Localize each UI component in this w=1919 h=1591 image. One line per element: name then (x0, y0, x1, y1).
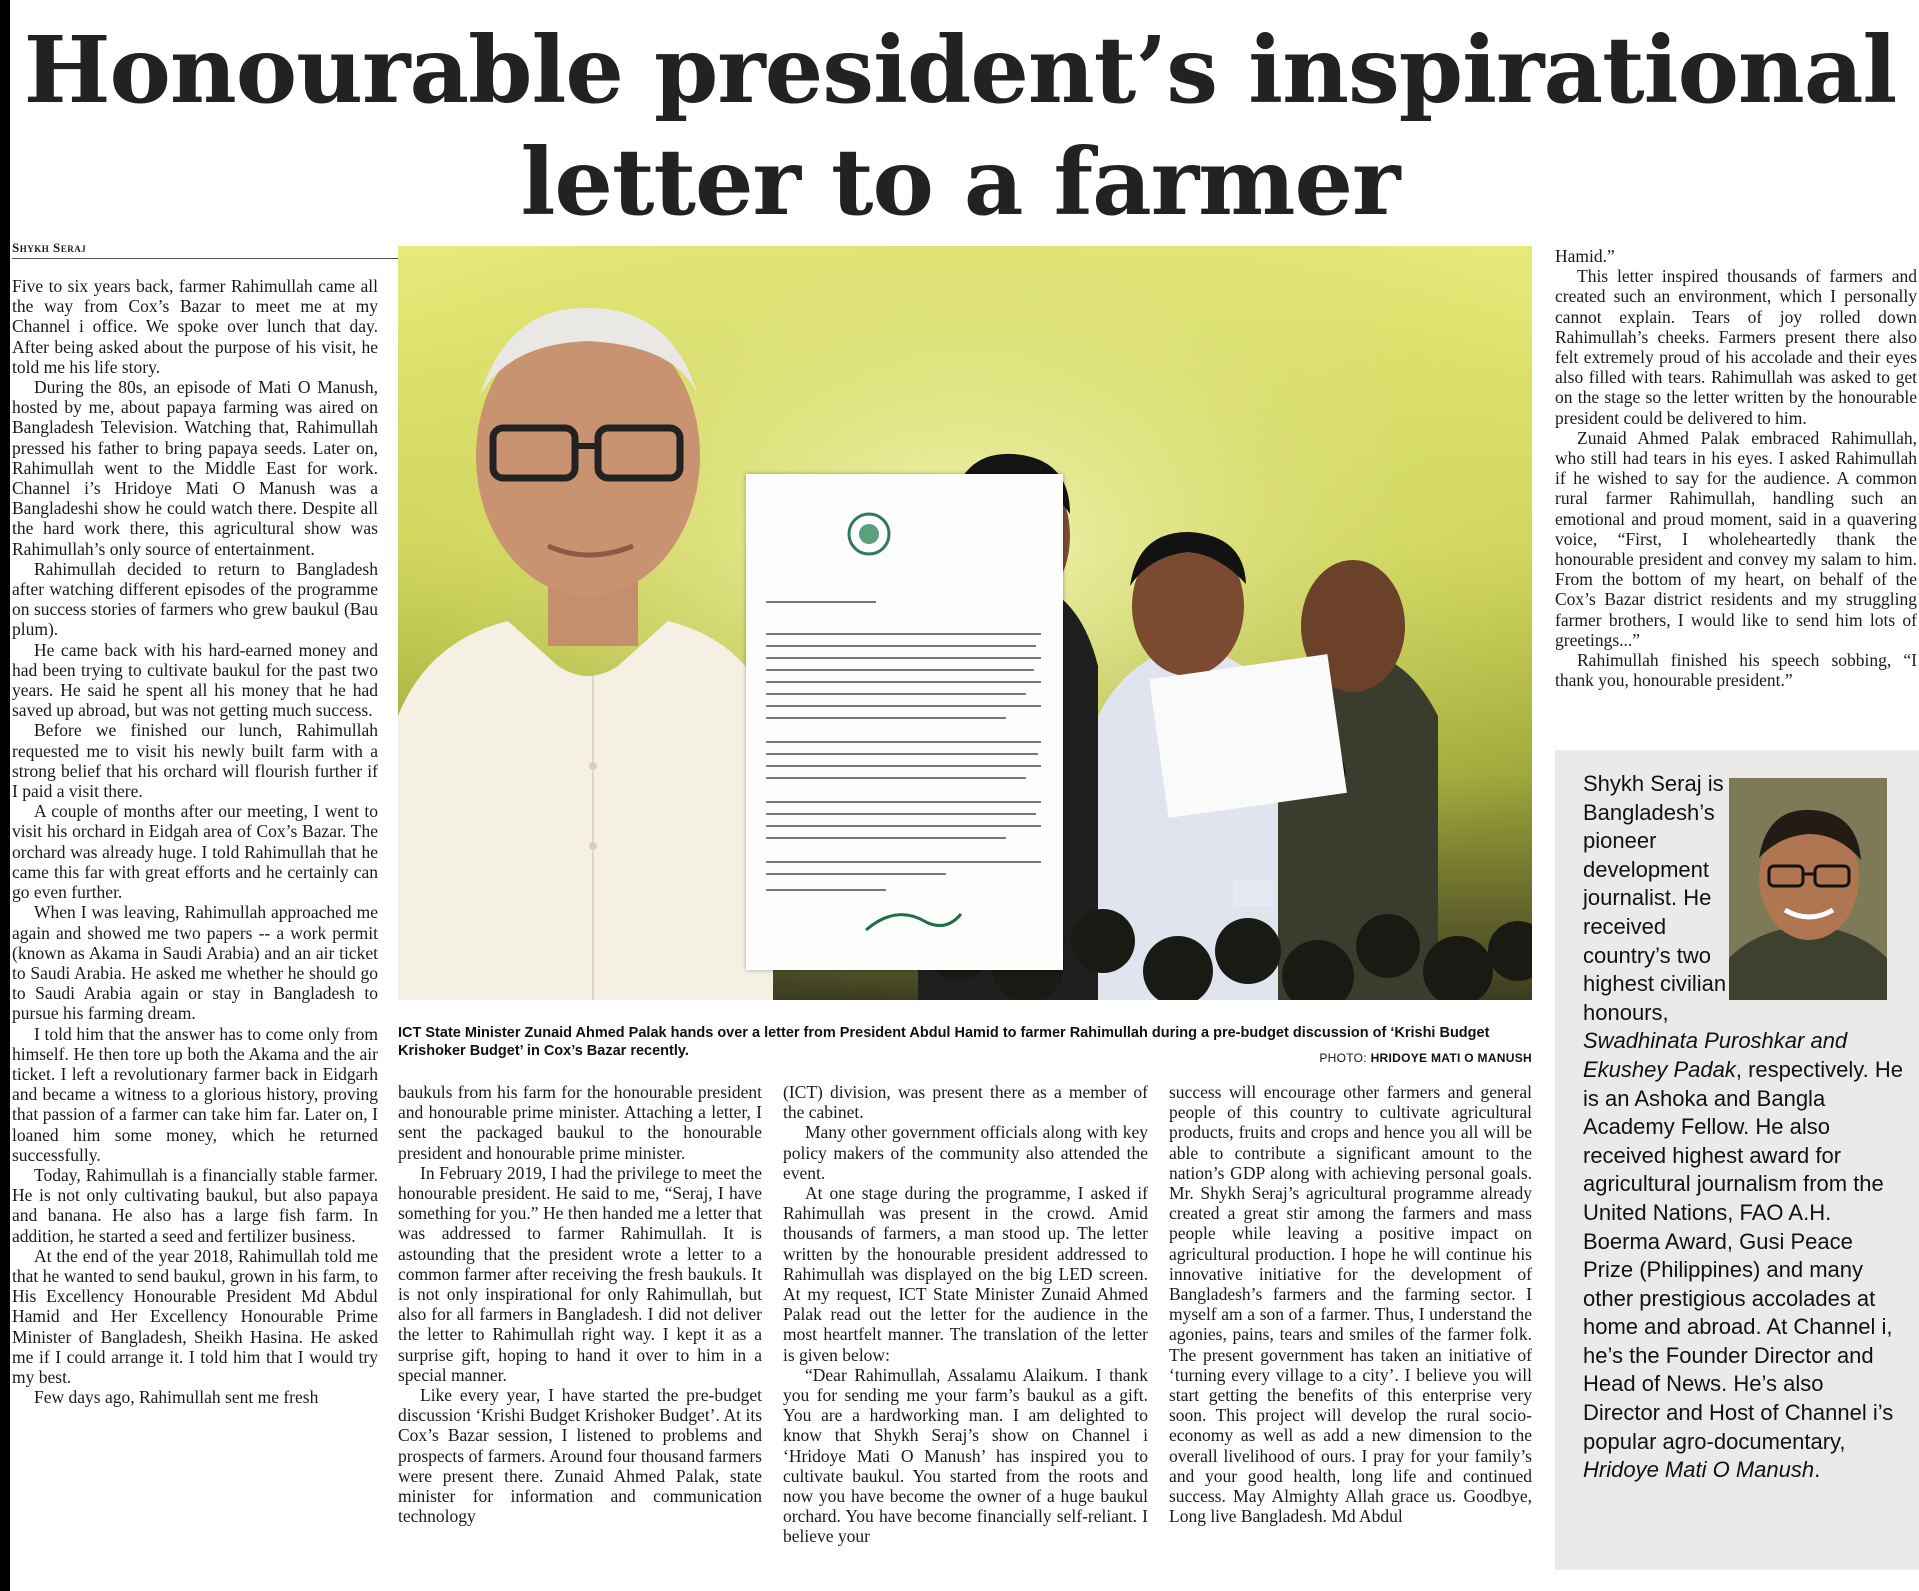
paragraph: “Dear Rahimullah, Assalamu Alaikum. I thank you for sending me your farm’s baukul as a gift. You are a hardworking man. I am delighted to know that Shykh Seraj’s show on Channel i ‘Hridoye Mati O Manush’ has inspired you to cultivate baukul. You started from the roots and now you have become the owner of a huge baukul orchard. You have become financially self-reliant. I believe your (783, 1364, 1148, 1547)
bio-intro: Shykh Seraj is Bangladesh’s pioneer development journalist. He received country’s two highest civilian honours, (1583, 771, 1727, 1025)
main-photo (398, 246, 1532, 1000)
bio-show-name: Hridoye Mati O Manush (1583, 1457, 1815, 1483)
letter-page-illustration (746, 474, 1063, 970)
paragraph: When I was leaving, Rahimullah approached me again and showed me two papers -- a work permit (known as Akama in Saudi Arabia) and an air ticket to Saudi Arabia. He asked me whether he should go to Saudi Arabia again or stay in Bangladesh to pursue his farming dream. (12, 902, 378, 1024)
author-bio-text (1583, 770, 1903, 1485)
paragraph: At one stage during the programme, I asked if Rahimullah was present in the crowd. Amid thousands of farmers, a man stood up. The letter written by the honourable president addressed to Rahimullah was displayed on the big LED screen. At my request, ICT State Minister Zunaid Ahmed Palak read out the letter for the audience in the most heartfelt manner. The translation of the letter is given below: (783, 1183, 1148, 1365)
paragraph: Few days ago, Rahimullah sent me fresh (34, 1387, 319, 1408)
photo-credit (1250, 1051, 1532, 1065)
paragraph: This letter inspired thousands of farmers and created such an environment, which I personally cannot explain. Tears of joy rolled down Rahimullah’s cheeks. Farmers present there also felt extremely proud of his accolade and their eyes also filled with tears. Rahimullah was asked to get on the stage so the letter written by the honourable president could be delivered to him. (1555, 266, 1917, 428)
left-edge-bar (0, 0, 10, 1591)
paragraph: Many other government officials along with key policy makers of the community also attended the event. (783, 1122, 1148, 1183)
bio-photo-spacer (1737, 770, 1903, 1006)
photo-caption: ICT State Minister Zunaid Ahmed Palak hands over a letter from President Abdul Hamid to farmer Rahimullah during a pre-budget discussion of ‘Krishi Budget Krishoker Budget’ in Cox’s Bazar recently. (398, 1025, 1490, 1059)
photo-credit-prefix: PHOTO: (1319, 1051, 1367, 1065)
paragraph: Like every year, I have started the pre-budget discussion ‘Krishi Budget Krishoker Budget’. At its Cox’s Bazar session, I listened to problems and prospects of farmers. Around four thousand farmers were present there. Zunaid Ahmed Palak, state minister for information and communication technology (398, 1385, 762, 1527)
paragraph: Five to six years back, farmer Rahimullah came all the way from Cox’s Bazar to meet me at my Channel i office. We spoke over lunch that day. After being asked about the purpose of his visit, he told me his life story. (12, 276, 378, 377)
author-bio-box (1555, 750, 1919, 1570)
bio-end: . (1814, 1457, 1821, 1483)
paragraph: baukuls from his farm for the honourable president and honourable prime minister. Attaching a letter, I sent the packaged baukul to the honourable president and honourable prime minister. (398, 1082, 762, 1163)
byline: Shykh Seraj (12, 240, 398, 259)
article-column-4 (1169, 1082, 1532, 1582)
paragraph: Before we finished our lunch, Rahimullah requested me to visit his newly built farm with a strong belief that his orchard will flourish further if I paid a visit there. (12, 720, 378, 802)
paragraph: In February 2019, I had the privilege to meet the honourable president. He said to me, “Seraj, I have something for you.” He then handed me a letter that was addressed to farmer Rahimullah. It is astounding that the president wrote a letter to a common farmer after receiving the fresh baukuls. It is not only inspirational for only Rahimullah, but also for all farmers in Bangladesh. I did not deliver the letter to Rahimullah right way. I kept it as a surprise gift, hoping to hand it over to him in a special manner. (398, 1162, 762, 1385)
bio-award-names: Swadhinata Puroshkar and Ekushey Padak (1583, 1028, 1848, 1082)
presidential-letter-image (746, 474, 1063, 970)
signature-mark (866, 914, 961, 930)
paragraph: At the end of the year 2018, Rahimullah told me that he wanted to send baukul, grown in his farm, to His Excellency Honourable President Md Abdul Hamid and Her Excellency Honourable Prime Minister of Bangladesh, Sheikh Hasina. He asked me if I could arrange it. I told him that I would try my best. (12, 1245, 378, 1387)
article-column-2 (398, 1082, 762, 1582)
paragraph: success will encourage other farmers and general people of this country to cultivate agricultural products, fruits and crops and hence you all will be able to contribute a significant amount to the nation’s GDP along with achieving personal goals. Mr. Shykh Seraj’s agricultural programme already created a great stir among the farmers and mass people while leaving a positive impact on agricultural production. I hope he will continue his innovative initiative for the development of Bangladesh’s farmers and the farming sector. I myself am a son of a farmer. Thus, I understand the agonies, pains, tears and smiles of the farmer folk. The present government has taken an initiative of ‘turning every village to a city’. I believe you will start getting the benefits of this enterprise very soon. This project will develop the rural socio-economy as well as add a new dimension to the overall livelihood of ours. I pray for your family’s and your good health, long life and continued success. May Almighty Allah grace us. Goodbye, Long live Bangladesh. Md Abdul (1169, 1082, 1532, 1527)
article-column-3 (783, 1082, 1148, 1582)
paragraph: During the 80s, an episode of Mati O Manush, hosted by me, about papaya farming was aired on Bangladesh Television. Watching that, Rahimullah pressed his father to bring papaya seeds. Later on, Rahimullah went to the Middle East for work. Channel i’s Hridoye Mati O Manush was a Bangladeshi show he could watch there. Despite all the hard work there, this agricultural show was Rahimullah’s only source of entertainment. (12, 377, 378, 559)
headline: Honourable president’s inspirational letter to a farmer (23, 16, 1897, 236)
article-column-1 (12, 276, 378, 1576)
paragraph: (ICT) division, was present there as a member of the cabinet. (783, 1082, 1148, 1123)
bio-middle: , respectively. He is an Ashoka and Bangla Academy Fellow. He also received highest award for agricultural journalism from the United Nations, FAO A.H. Boerma Award, Gusi Peace Prize (Philippines) and many other prestigious accolades at home and abroad. At Channel i, he’s the Founder Director and Head of News. He’s also Director and Host of Channel i’s popular agro-documentary, (1583, 1056, 1903, 1454)
paragraph: Rahimullah decided to return to Bangladesh after watching different episodes of the programme on success stories of farmers who grew baukul (Bau plum). (12, 558, 378, 640)
article-column-5 (1555, 246, 1917, 736)
paragraph: Today, Rahimullah is a financially stable farmer. He is not only cultivating baukul, but also papaya and banana. He also has a large fish farm. In addition, he started a seed and fertilizer business. (12, 1164, 378, 1246)
photo-credit-name: HRIDOYE MATI O MANUSH (1370, 1051, 1532, 1065)
paragraph: I told him that the answer has to come only from himself. He then tore up both the Akama and the air ticket. I left a revolutionary farmer back in Eidgarh and became a witness to a glorious history, proving that passion of a farmer can take him far. Later on, I loaned him some money, which he returned successfully. (12, 1023, 378, 1165)
paragraph: A couple of months after our meeting, I went to visit his orchard in Eidgah area of Cox’s Bazar. The orchard was already huge. I told Rahimullah that he came this far with great efforts and he certainly can go even further. (12, 801, 378, 903)
paragraph: He came back with his hard-earned money and had been trying to cultivate baukul for the past two years. He said he spent all his money that he had saved up abroad, but was not getting much success. (12, 639, 378, 721)
paragraph: Rahimullah finished his speech sobbing, “I thank you, honourable president.” (1555, 650, 1917, 691)
paragraph: Zunaid Ahmed Palak embraced Rahimullah, who still had tears in his eyes. I asked Rahimullah if he wished to say for the audience. A common rural farmer Rahimullah, handling such an emotional and proud moment, said in a quavering voice, “First, I wholeheartedly thank the honourable president and convey my salam to him. From the bottom of my heart, on behalf of the Cox’s Bazar district residents and my struggling farmer brothers, I would like to send him lots of greetings...” (1555, 427, 1917, 650)
paragraph: Hamid.” (1555, 246, 1615, 266)
